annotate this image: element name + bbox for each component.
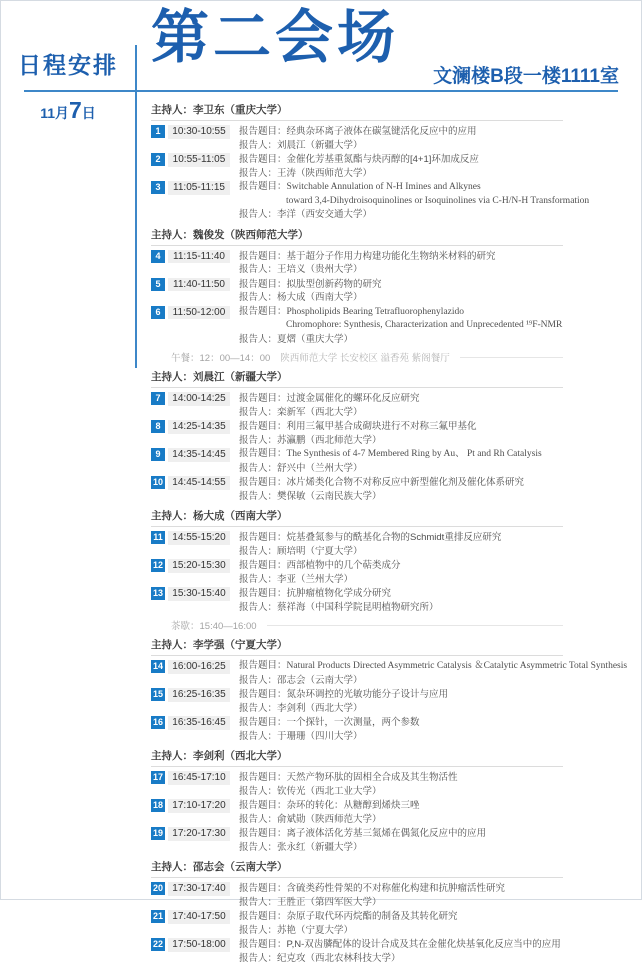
- talk-row: [151, 910, 629, 937]
- talk-title: 报告题目：抗肿瘤植物化学成分研究: [239, 588, 392, 599]
- talk-row: [151, 392, 629, 419]
- break-row: [171, 350, 563, 364]
- talk-text: [239, 771, 629, 798]
- talk-row: [151, 688, 629, 715]
- date-day: 7: [69, 97, 82, 123]
- talk-title: 报告题目：一个探针，一次测量，两个参数: [239, 717, 420, 728]
- talk-number-badge: 16: [152, 717, 163, 727]
- talk-row: [151, 799, 629, 826]
- talk-time: 16:35-16:45: [168, 716, 230, 730]
- header-divider: [24, 90, 618, 92]
- talk-title-continued: toward 3,4-Dihydroisoquinolines or Isoquinolines via C-H/N-H Transformation: [286, 195, 590, 206]
- talk-text: [239, 799, 629, 826]
- talk-row: [151, 476, 629, 503]
- talk-number-badge: 7: [151, 392, 165, 405]
- talk-title: 报告题目：Phospholipids Bearing Tetrafluorophenylazido: [239, 306, 465, 317]
- talk-speaker: 报告人：王涛（陕西师范大学）: [239, 167, 373, 179]
- talk-row: [151, 125, 629, 152]
- talk-list: [151, 771, 629, 854]
- talk-time: 10:55-11:05: [168, 153, 230, 167]
- talk-text: [239, 938, 629, 965]
- talk-text: [239, 559, 629, 586]
- talk-number-badge: 3: [151, 181, 165, 194]
- talk-speaker: 报告人：纪克攻（西北农林科技大学）: [239, 952, 401, 964]
- talk-time: 14:00-14:25: [168, 392, 230, 406]
- talk-time: 11:50-12:00: [168, 306, 230, 320]
- talk-text: [239, 827, 629, 854]
- talk-title: 报告题目：氮杂环调控的光敏功能分子设计与应用: [239, 689, 449, 700]
- talk-row: [151, 660, 629, 687]
- talk-time: 15:30-15:40: [168, 587, 230, 601]
- talk-time: 16:25-16:35: [168, 688, 230, 702]
- talk-speaker: 报告人：杨大成（西南大学）: [239, 292, 363, 303]
- talk-text: [239, 306, 629, 347]
- talk-text: [239, 476, 629, 503]
- talk-speaker: 报告人：王培义（贵州大学）: [239, 264, 363, 275]
- talk-time: 17:40-17:50: [168, 910, 230, 924]
- talk-text: [239, 153, 629, 180]
- talk-number-badge: 5: [151, 278, 165, 291]
- talk-time: 14:45-14:55: [168, 476, 230, 490]
- talk-list: [151, 250, 629, 347]
- talk-title: 报告题目：拟肽型创新药物的研究: [239, 278, 382, 290]
- talk-speaker: 报告人：邵志会（云南大学）: [239, 674, 363, 686]
- talk-title: 报告题目：Switchable Annulation of N-H Imines and Alkynes: [239, 182, 481, 192]
- talk-row: [151, 531, 629, 558]
- talk-number-badge: 19: [152, 828, 163, 838]
- talk-speaker: 报告人：栾新军（西北大学）: [239, 406, 363, 418]
- break-row: [171, 618, 563, 632]
- break-label: 茶歇：15:40—16:00: [171, 621, 257, 632]
- talk-list: [151, 125, 629, 222]
- talk-number-badge: 18: [152, 800, 163, 810]
- talk-text: [239, 420, 629, 447]
- break-note: 陕西师范大学 长安校区 溢香苑 紫阁餐厅: [280, 353, 450, 364]
- session-section: [151, 857, 629, 965]
- schedule-body: [151, 97, 629, 966]
- session-section: [151, 506, 629, 632]
- talk-title: 报告题目：经典杂环离子液体在碳氢键活化反应中的应用: [239, 126, 477, 137]
- talk-speaker: 报告人：蔡祥海（中国科学院昆明植物研究所）: [239, 601, 439, 613]
- session-section: [151, 635, 629, 743]
- talk-row: [151, 716, 629, 743]
- talk-text: [239, 392, 629, 419]
- talk-time: 14:55-15:20: [168, 531, 230, 545]
- talk-list: [151, 531, 629, 614]
- talk-row: [151, 827, 629, 854]
- talk-title: 报告题目：利用三氟甲基合成砌块进行不对称三氟甲基化: [239, 421, 477, 432]
- talk-time: 16:00-16:25: [168, 660, 230, 674]
- talk-time: 17:20-17:30: [168, 827, 230, 841]
- session-section: [151, 225, 629, 365]
- venue-title: 第二会场: [151, 5, 400, 70]
- chair-row: 主持人：魏俊发（陕西师范大学）: [151, 225, 563, 246]
- talk-row: [151, 250, 629, 277]
- talk-text: [239, 181, 629, 222]
- talk-text: [239, 587, 629, 614]
- talk-speaker: 报告人：王胜正（第四军医大学）: [239, 896, 382, 908]
- talk-number-badge: 15: [152, 689, 163, 699]
- talk-number-badge: 20: [152, 883, 163, 893]
- session-section: [151, 367, 629, 503]
- talk-number-badge: 21: [152, 911, 163, 921]
- talk-title: 报告题目：离子液体活化芳基三氮烯在偶氮化反应中的应用: [239, 828, 487, 839]
- talk-time: 17:50-18:00: [168, 938, 230, 952]
- talk-speaker: 报告人：夏熠（重庆大学）: [239, 333, 354, 345]
- talk-speaker: 报告人：顾培明（宁夏大学）: [239, 545, 363, 557]
- talk-row: [151, 306, 629, 347]
- talk-speaker: 报告人：俞斌勋（陕西师范大学）: [239, 813, 382, 825]
- talk-title: 报告题目：含硫类药性骨架的不对称催化构建和抗肿瘤活性研究: [239, 883, 506, 894]
- date-label: [1, 97, 135, 124]
- talk-number-badge: 11: [151, 531, 165, 544]
- talk-number-badge: 9: [151, 448, 165, 461]
- talk-text: [239, 660, 629, 687]
- chair-row: 主持人：刘晨江（新疆大学）: [151, 367, 563, 388]
- talk-time: 11:05-11:15: [168, 181, 230, 195]
- talk-text: [239, 910, 629, 937]
- chair-row: 主持人：李卫东（重庆大学）: [151, 100, 563, 121]
- talk-text: [239, 882, 629, 909]
- talk-number-badge: 17: [152, 772, 163, 782]
- talk-number-badge: 10: [152, 477, 163, 487]
- talk-time: 11:15-11:40: [168, 250, 230, 264]
- talk-row: [151, 420, 629, 447]
- talk-speaker: 报告人：樊保敏（云南民族大学）: [239, 490, 382, 502]
- room-label: 文澜楼B段一楼1111室: [433, 66, 619, 87]
- talk-time: 17:30-17:40: [168, 882, 230, 896]
- talk-speaker: 报告人：苏瀛鹏（西北师范大学）: [239, 434, 382, 446]
- day-rule: [135, 45, 137, 368]
- talk-row: [151, 559, 629, 586]
- talk-time: 17:10-17:20: [168, 799, 230, 813]
- talk-row: [151, 278, 629, 305]
- talk-list: [151, 392, 629, 503]
- talk-title: 报告题目：The Synthesis of 4-7 Membered Ring by Au、 Pt and Rh Catalysis: [239, 449, 542, 459]
- talk-number-badge: 4: [151, 250, 165, 263]
- schedule-badge: 日程安排: [18, 52, 118, 78]
- talk-number-badge: 2: [151, 153, 165, 166]
- talk-time: 14:25-14:35: [168, 420, 230, 434]
- talk-number-badge: 12: [152, 560, 163, 570]
- date-suffix: 日: [81, 105, 96, 121]
- talk-time: 16:45-17:10: [168, 771, 230, 785]
- talk-row: [151, 938, 629, 965]
- session-section: [151, 746, 629, 854]
- talk-title-continued: Chromophore: Synthesis, Characterization and Unprecedented ¹⁹F-NMR: [286, 320, 563, 330]
- talk-title: 报告题目：金催化芳基重氮酯与炔丙醇的[4+1]环加成反应: [239, 154, 479, 165]
- talk-speaker: 报告人：李亚（兰州大学）: [239, 573, 354, 585]
- talk-speaker: 报告人：张永红（新疆大学）: [239, 841, 363, 853]
- talk-number-badge: 14: [152, 661, 163, 671]
- talk-row: [151, 882, 629, 909]
- talk-title: 报告题目：西部植物中的几个萜类成分: [239, 560, 401, 571]
- talk-title: 报告题目：P,N-双齿膦配体的设计合成及其在金催化炔基氧化反应当中的应用: [239, 939, 561, 950]
- talk-text: [239, 531, 629, 558]
- talk-time: 14:35-14:45: [168, 448, 230, 462]
- chair-row: 主持人：杨大成（西南大学）: [151, 506, 563, 527]
- talk-text: [239, 716, 629, 743]
- chair-row: 主持人：邵志会（云南大学）: [151, 857, 563, 878]
- talk-row: [151, 153, 629, 180]
- talk-title: 报告题目：过渡金属催化的螺环化反应研究: [239, 393, 420, 404]
- talk-speaker: 报告人：刘晨江（新疆大学）: [239, 139, 363, 151]
- talk-title: 报告题目：冰片烯类化合物不对称反应中新型催化剂及催化体系研究: [239, 477, 525, 488]
- talk-text: [239, 688, 629, 715]
- talk-speaker: 报告人：李剑利（西北大学）: [239, 702, 363, 714]
- talk-title: 报告题目：基于超分子作用力构建功能化生物纳米材料的研究: [239, 250, 496, 262]
- talk-title: 报告题目：天然产物环肽的固相全合成及其生物活性: [239, 772, 458, 783]
- date-month: 11月: [40, 105, 69, 121]
- talk-text: [239, 278, 629, 305]
- talk-title: 报告题目：烷基叠氮参与的酰基化合物的Schmidt重排反应研究: [239, 532, 502, 543]
- talk-number-badge: 13: [152, 588, 163, 598]
- talk-speaker: 报告人：李洋（西安交通大学）: [239, 209, 373, 220]
- talk-row: [151, 448, 629, 475]
- talk-text: [239, 250, 629, 277]
- talk-row: [151, 587, 629, 614]
- talk-number-badge: 8: [151, 420, 165, 433]
- break-label: 午餐：12：00—14：00: [171, 353, 271, 364]
- talk-title: 报告题目：Natural Products Directed Asymmetric Catalysis ＆Catalytic Asymmetric Total Synthesis: [239, 661, 628, 671]
- talk-number-badge: 22: [152, 939, 163, 949]
- talk-speaker: 报告人：于珊珊（四川大学）: [239, 730, 363, 742]
- talk-title: 报告题目：杂环的转化：从糖醇到烯炔三唑: [239, 800, 420, 811]
- talk-text: [239, 125, 629, 152]
- talk-row: [151, 181, 629, 222]
- chair-row: 主持人：李剑利（西北大学）: [151, 746, 563, 767]
- talk-title: 报告题目：杂原子取代环丙烷酯的制备及其转化研究: [239, 911, 458, 922]
- talk-time: 15:20-15:30: [168, 559, 230, 573]
- talk-row: [151, 771, 629, 798]
- talk-number-badge: 6: [151, 306, 165, 319]
- talk-time: 10:30-10:55: [168, 125, 230, 139]
- session-section: [151, 100, 629, 222]
- talk-speaker: 报告人：钦传光（西北工业大学）: [239, 785, 382, 797]
- talk-text: [239, 448, 629, 475]
- talk-list: [151, 660, 629, 743]
- chair-row: 主持人：李学强（宁夏大学）: [151, 635, 563, 656]
- talk-speaker: 报告人：舒兴中（兰州大学）: [239, 462, 363, 474]
- talk-list: [151, 882, 629, 965]
- talk-speaker: 报告人：苏艳（宁夏大学）: [239, 924, 354, 936]
- talk-time: 11:40-11:50: [168, 278, 230, 292]
- talk-number-badge: 1: [151, 125, 165, 138]
